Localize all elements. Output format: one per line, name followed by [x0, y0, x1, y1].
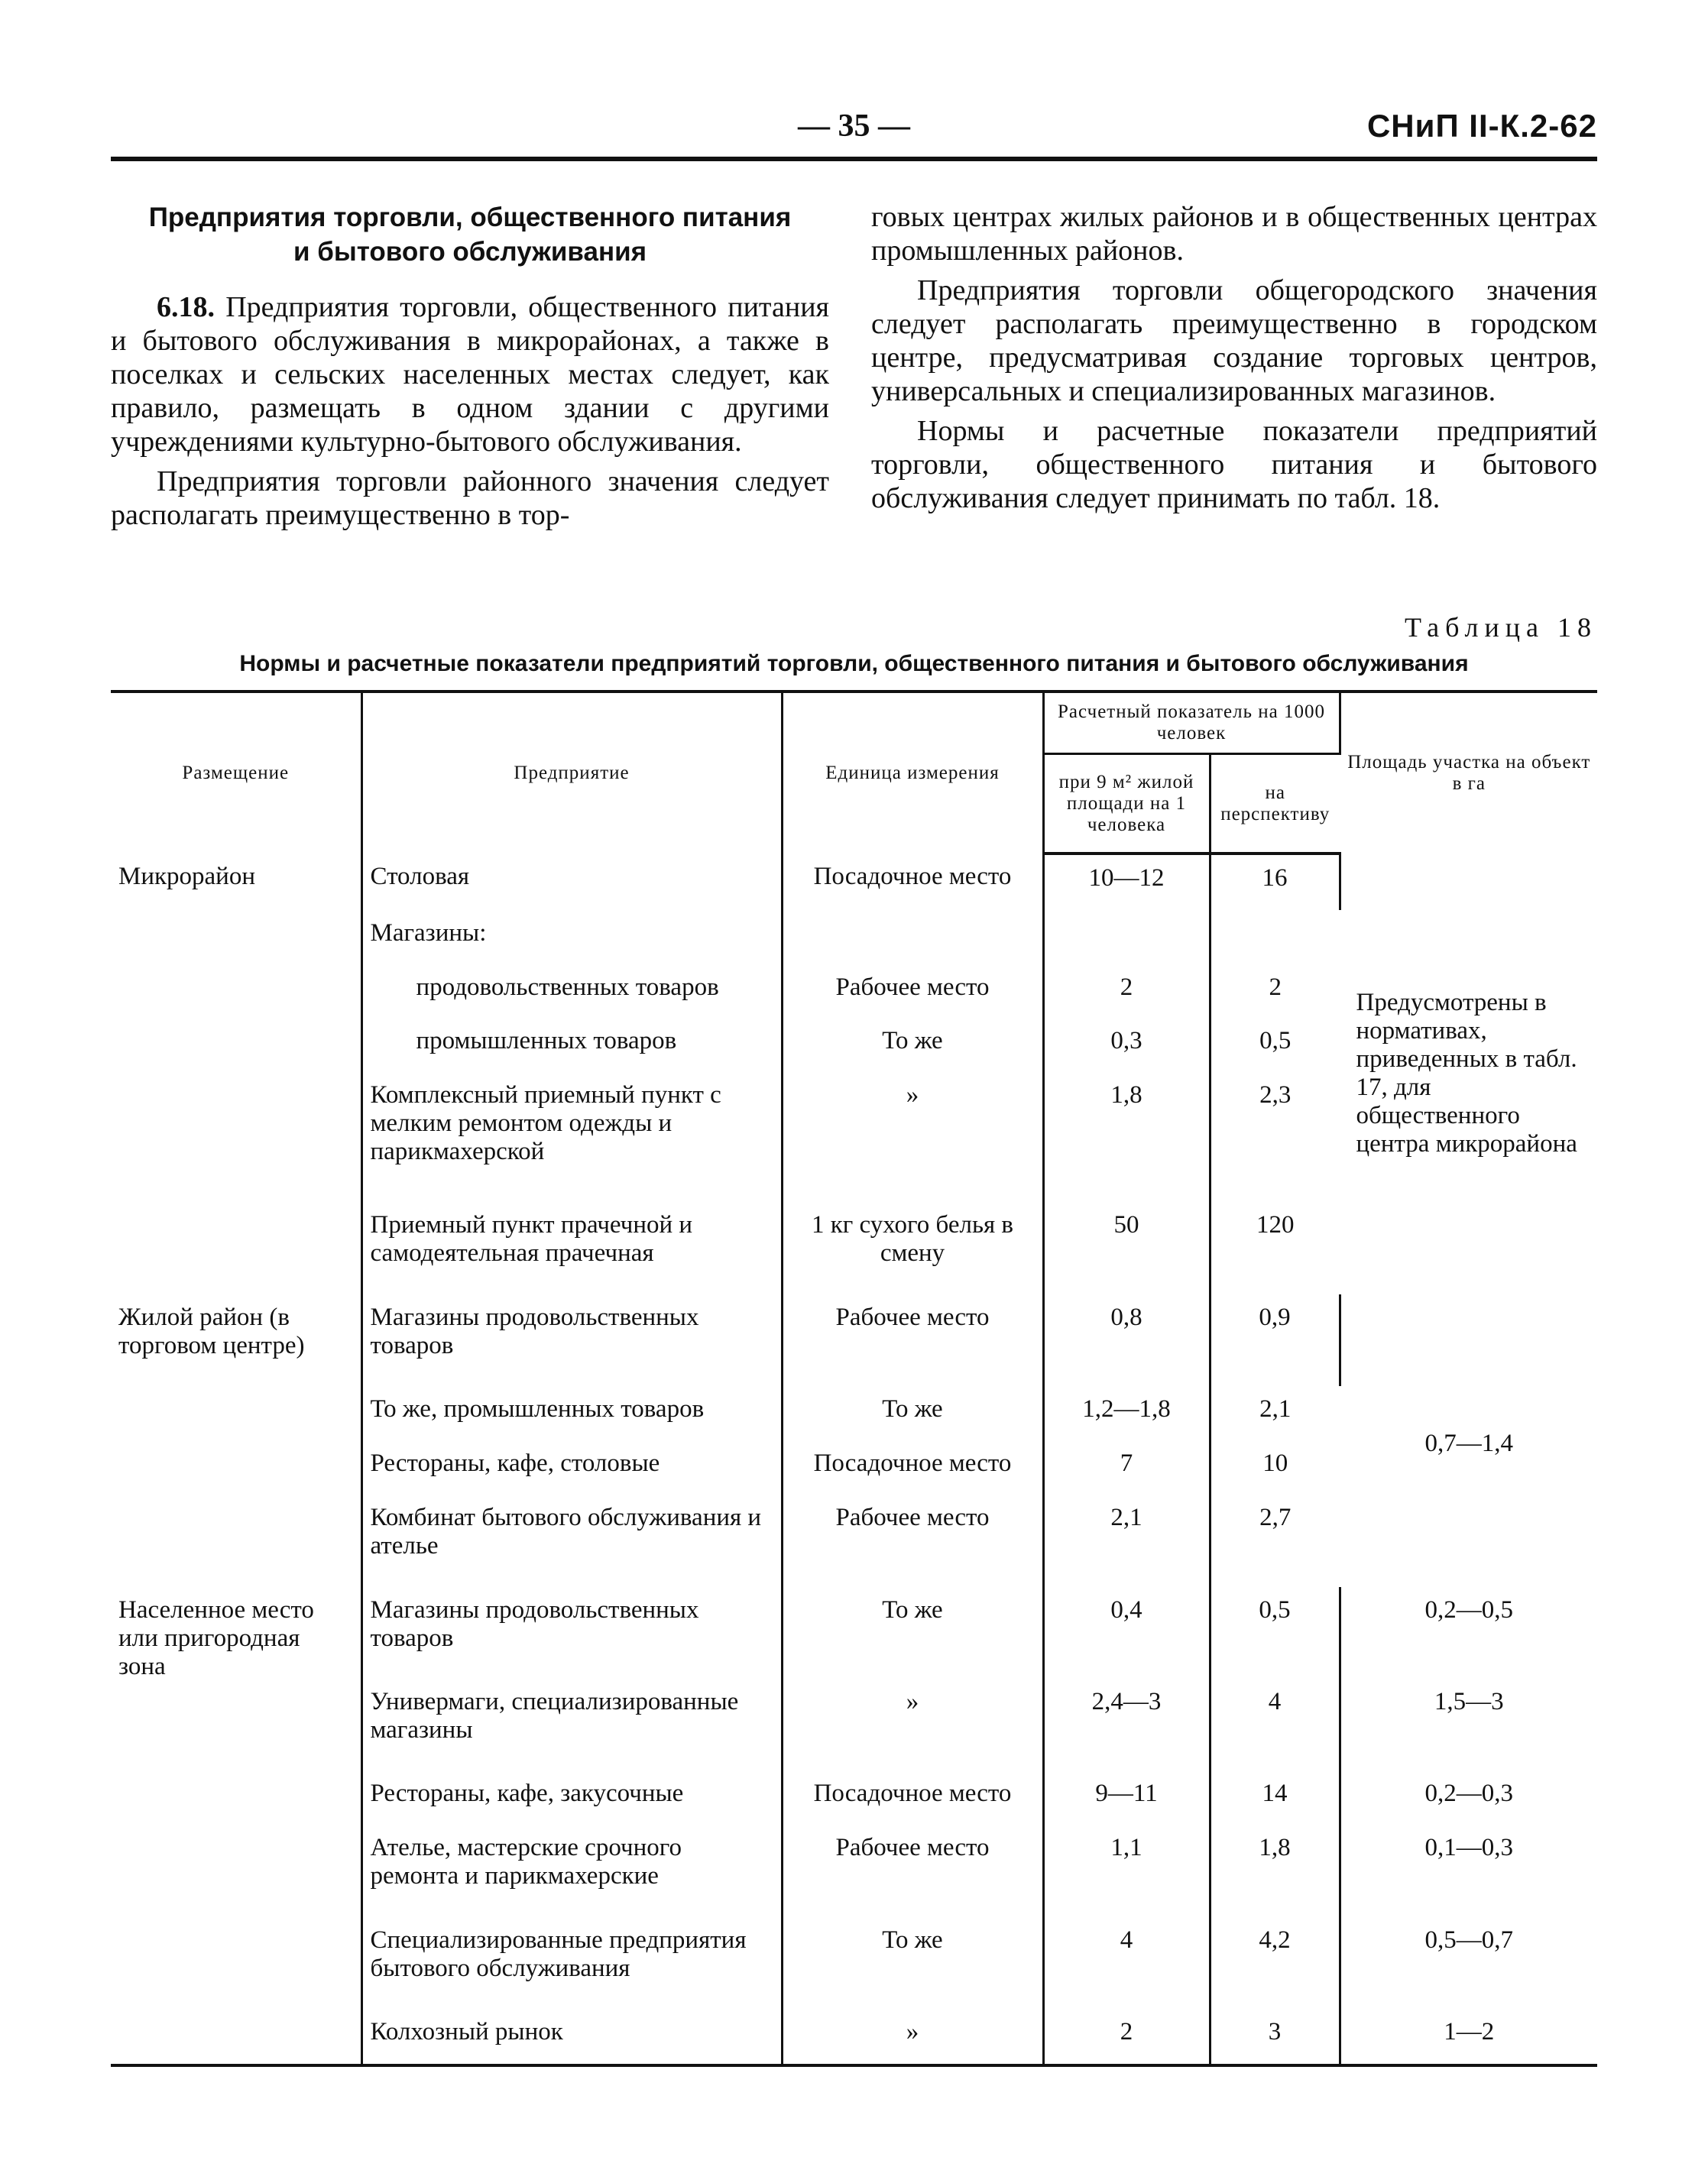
cell-enterprise: Комплексный приемный пункт с мелким ремонтом одежды и парикмахерской — [361, 1072, 782, 1202]
paragraph-6-18 — [111, 290, 829, 458]
cell-current: 9—11 — [1043, 1770, 1210, 1825]
cell-area: 1—2 — [1444, 2018, 1495, 2046]
section-title — [111, 200, 829, 269]
table-row — [111, 1294, 1597, 1386]
cell-enterprise: Комбинат бытового обслуживания и ателье — [361, 1495, 782, 1586]
cell-future: 0,5 — [1210, 1587, 1340, 1679]
section-title-line-2: и бытового обслуживания — [293, 237, 647, 267]
paragraph-district-trade: Предприятия торговли районного значения следует располагать преимущественно в тор- — [111, 465, 829, 531]
document-code: СНиП II-К.2-62 — [1366, 108, 1597, 144]
right-column — [871, 200, 1597, 521]
cell-future: 0,9 — [1210, 1294, 1340, 1386]
cell-future: 2,1 — [1259, 1395, 1292, 1424]
cell-enterprise: Магазины продовольственных товаров — [361, 1587, 782, 1679]
cell-current: 10—12 — [1043, 854, 1210, 910]
cell-enterprise: Магазины продовольственных товаров — [361, 1294, 782, 1386]
cell-unit: » — [782, 2009, 1043, 2065]
header-enterprise: Предприятие — [361, 692, 782, 854]
cell-current: 50 — [1043, 1202, 1210, 1294]
cell-unit: Посадочное место — [782, 1770, 1043, 1825]
cell-current: 2,4—3 — [1043, 1679, 1210, 1770]
cell-future: 2,7 — [1259, 1504, 1292, 1532]
cell-enterprise: Рестораны, кафе, закусочные — [361, 1770, 782, 1825]
cell-unit: Рабочее место — [782, 964, 1043, 1019]
header-placement: Размещение — [111, 692, 361, 854]
cell-empty — [782, 910, 1043, 964]
group-residential: Жилой район (в торговом центре) — [111, 1294, 361, 1587]
table-row — [111, 854, 1597, 910]
page-header — [111, 103, 1597, 161]
table-row — [111, 1587, 1597, 1679]
cell-enterprise: продовольственных товаров — [361, 964, 782, 1019]
cell-current: 2,1 — [1043, 1495, 1210, 1586]
cell-current: 1,1 — [1043, 1825, 1210, 1916]
cell-current: 2 — [1043, 964, 1210, 1019]
norms-table — [111, 690, 1597, 2067]
cell-current: 7 — [1043, 1440, 1210, 1495]
cell-future: 120 — [1256, 1211, 1295, 1239]
cell-unit: То же — [782, 1917, 1043, 2009]
paragraph-table-reference: Нормы и расчетные показатели предприятий торговли, общественного питания и бытового обслуживания следует принимать по табл. 18. — [871, 415, 1597, 514]
cell-area: 1,5—3 — [1434, 1688, 1504, 1715]
cell-future: 16 — [1210, 854, 1340, 910]
cell-unit: » — [782, 1072, 1043, 1202]
table-header-row — [111, 692, 1597, 754]
cell-unit: Рабочее место — [782, 1294, 1043, 1386]
section-title-line-1: Предприятия торговли, общественного питания — [148, 202, 792, 232]
cell-future: 3 — [1210, 2009, 1340, 2065]
header-calc-group: Расчетный показатель на 1000 человек — [1043, 692, 1340, 754]
cell-future: 2 — [1269, 973, 1282, 1001]
cell-area: 0,2—0,3 — [1424, 1780, 1514, 1808]
cell-enterprise: Специализированные предприятия бытового обслуживания — [361, 1917, 782, 2009]
cell-unit: То же — [782, 1018, 1043, 1072]
cell-current: 0,4 — [1043, 1587, 1210, 1679]
cell-area: 0,5—0,7 — [1424, 1926, 1514, 1954]
header-calc-current: при 9 м² жилой площади на 1 человека — [1043, 754, 1210, 854]
cell-area: 0,1—0,3 — [1424, 1834, 1514, 1862]
group-settlement: Населенное место или пригородная зона — [111, 1587, 361, 2065]
cell-current: 0,3 — [1043, 1018, 1210, 1072]
paragraph-continuation: говых центрах жилых районов и в общественных центрах промышленных районов. — [871, 201, 1597, 267]
table-label: Таблица 18 — [1405, 612, 1597, 643]
cell-unit: Посадочное место — [782, 854, 1043, 910]
cell-area-residential: 0,7—1,4 — [1424, 1429, 1514, 1457]
cell-future: 2,3 — [1259, 1081, 1292, 1109]
cell-unit: То же — [782, 1587, 1043, 1679]
cell-enterprise: Универмаги, специализированные магазины — [361, 1679, 782, 1770]
cell-empty — [1043, 910, 1210, 964]
cell-future: 10 — [1262, 1450, 1288, 1478]
cell-future: 14 — [1210, 1770, 1340, 1825]
table-title: Нормы и расчетные показатели предприятий торговли, общественного питания и бытового обслуживания — [239, 651, 1469, 676]
group-microdistrict: Микрорайон — [111, 854, 361, 1294]
clause-number: 6.18. — [157, 291, 215, 323]
cell-enterprise: Столовая — [361, 854, 782, 910]
cell-unit: Посадочное место — [782, 1440, 1043, 1495]
cell-current: 1,2—1,8 — [1043, 1386, 1210, 1440]
cell-enterprise: То же, промышленных товаров — [361, 1386, 782, 1440]
cell-enterprise: Ателье, мастерские срочного ремонта и парикмахерские — [361, 1825, 782, 1916]
cell-unit: То же — [782, 1386, 1043, 1440]
cell-unit: 1 кг сухого белья в смену — [782, 1202, 1043, 1294]
cell-area: 0,2—0,5 — [1424, 1595, 1514, 1624]
cell-current: 1,8 — [1043, 1072, 1210, 1202]
paragraph-text: Предприятия торговли, общественного питания и бытового обслуживания в микрорайонах, а также в поселках и сельских населенных местах следует, как правило, размещать в одном здании с другими учреждениями культурно-бытового обслуживания. — [111, 291, 830, 458]
cell-future: 4 — [1210, 1679, 1340, 1770]
cell-area-micro: Предусмотрены в нормативах, приведенных в табл. 17, для общественного центра микрорайона — [1356, 989, 1577, 1158]
cell-unit: Рабочее место — [782, 1825, 1043, 1916]
cell-enterprise: Рестораны, кафе, столовые — [361, 1440, 782, 1495]
cell-future: 0,5 — [1259, 1027, 1292, 1055]
cell-unit: » — [782, 1679, 1043, 1770]
cell-current: 0,8 — [1043, 1294, 1210, 1386]
cell-future: 4,2 — [1210, 1917, 1340, 2009]
header-unit: Единица измерения — [782, 692, 1043, 854]
cell-shops-label: Магазины: — [361, 910, 782, 964]
cell-current: 4 — [1043, 1917, 1210, 2009]
left-column — [111, 200, 829, 538]
page-number: — 35 — — [798, 109, 910, 144]
cell-unit: Рабочее место — [782, 1495, 1043, 1586]
cell-enterprise: промышленных товаров — [361, 1018, 782, 1072]
cell-empty — [1210, 910, 1340, 964]
cell-enterprise: Колхозный рынок — [361, 2009, 782, 2065]
cell-current: 2 — [1043, 2009, 1210, 2065]
header-calc-future: на перспективу — [1210, 754, 1340, 854]
cell-enterprise: Приемный пункт прачечной и самодеятельная прачечная — [361, 1202, 782, 1294]
paragraph-city-trade: Предприятия торговли общегородского значения следует располагать преимущественно в городском центре, предусматривая создание торговых центров, универсальных и специализированных магазинов. — [871, 274, 1597, 407]
cell-future: 1,8 — [1210, 1825, 1340, 1916]
header-area: Площадь участка на объект в га — [1347, 752, 1591, 794]
